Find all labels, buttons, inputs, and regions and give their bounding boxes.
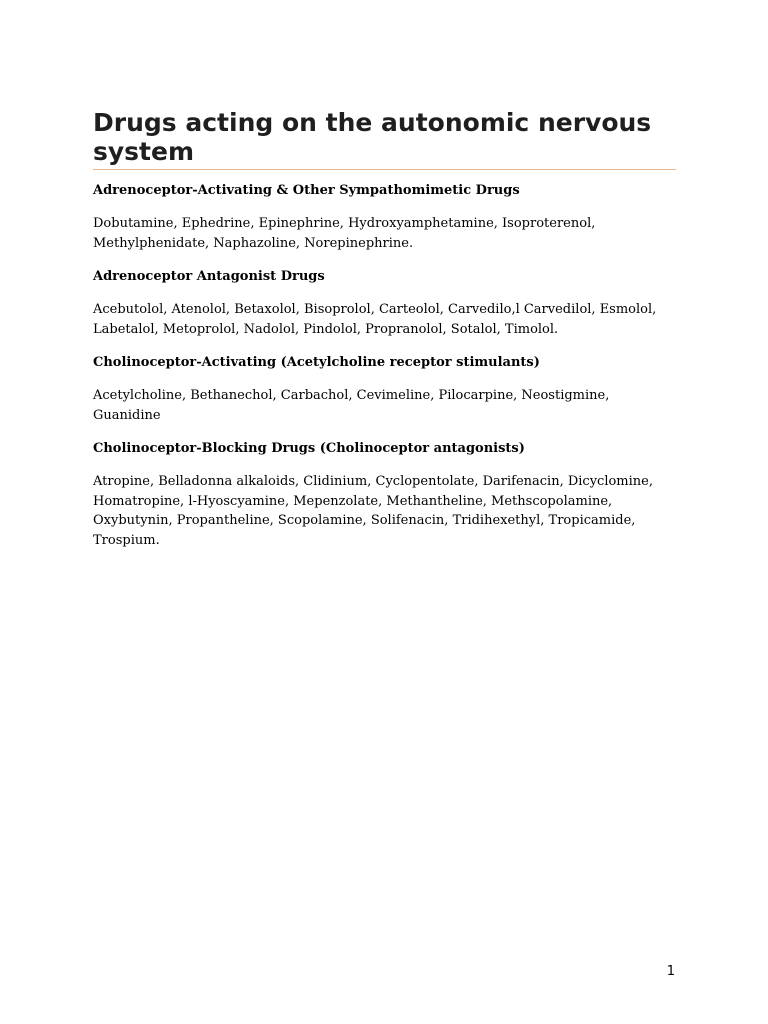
section-cholinoceptor-activating bbox=[93, 353, 676, 425]
section-heading: Cholinoceptor-Blocking Drugs (Cholinoceptor antagonists) bbox=[93, 441, 525, 456]
section-heading: Adrenoceptor Antagonist Drugs bbox=[93, 269, 325, 284]
section-heading: Adrenoceptor-Activating & Other Sympathomimetic Drugs bbox=[93, 183, 520, 198]
section-body: Atropine, Belladonna alkaloids, Clidinium, Cyclopentolate, Darifenacin, Dicyclomine, Homatropine, l-Hyoscyamine, Mepenzolate, Methantheline, Methscopolamine, Oxybutynin, Propantheline, Scopolamine, Solifenacin, Tridihexethyl, Tropicamide, Trospium. bbox=[93, 474, 653, 548]
section-sympathomimetic bbox=[93, 181, 676, 253]
section-heading: Cholinoceptor-Activating (Acetylcholine receptor stimulants) bbox=[93, 355, 540, 370]
page-content bbox=[93, 108, 676, 550]
document-title: Drugs acting on the autonomic nervous system bbox=[93, 108, 676, 170]
page-number: 1 bbox=[666, 964, 675, 979]
section-body: Acebutolol, Atenolol, Betaxolol, Bisoprolol, Carteolol, Carvedilo,l Carvedilol, Esmolol, Labetalol, Metoprolol, Nadolol, Pindolol, Propranolol, Sotalol, Timolol. bbox=[93, 302, 657, 337]
section-cholinoceptor-blocking bbox=[93, 439, 676, 550]
section-body: Acetylcholine, Bethanechol, Carbachol, Cevimeline, Pilocarpine, Neostigmine, Guanidine bbox=[93, 388, 610, 423]
section-body: Dobutamine, Ephedrine, Epinephrine, Hydroxyamphetamine, Isoproterenol, Methylphenidate, Naphazoline, Norepinephrine. bbox=[93, 216, 596, 251]
section-adrenoceptor-antagonist bbox=[93, 267, 676, 339]
